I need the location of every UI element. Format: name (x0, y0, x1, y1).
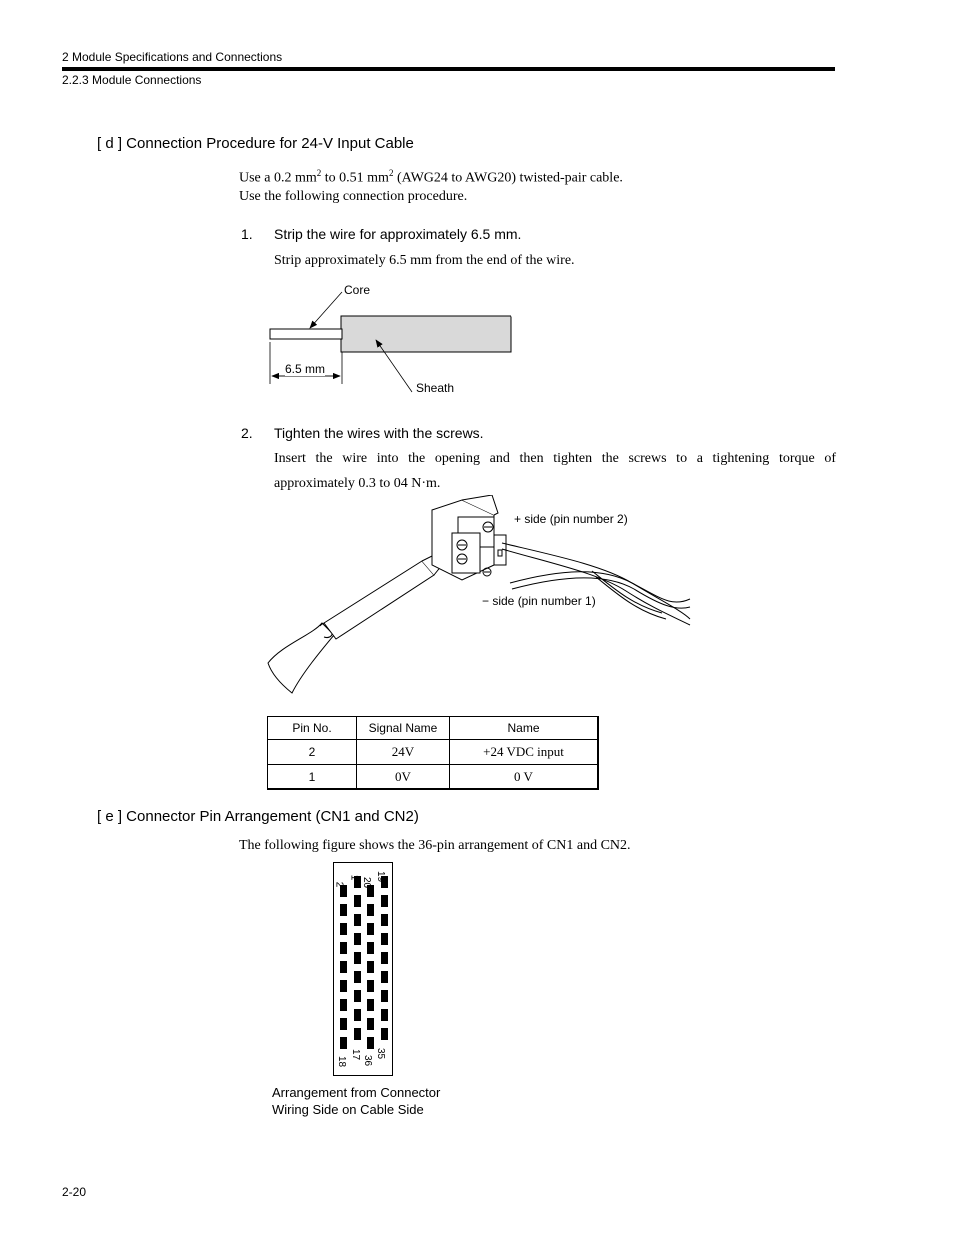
step1-title: Strip the wire for approximately 6.5 mm. (274, 226, 522, 242)
table-row (268, 765, 599, 790)
connector-pin (354, 1009, 361, 1021)
connector-pin (340, 961, 347, 973)
intro-part-c: (AWG24 to AWG20) twisted-pair cable. (393, 170, 623, 186)
minus-side-label: − side (pin number 1) (482, 594, 596, 608)
pin-grid (334, 863, 392, 1075)
connector-pin (367, 980, 374, 992)
section-d-title: [ d ] Connection Procedure for 24-V Input Cable (97, 135, 414, 152)
connector-pin (367, 961, 374, 973)
superscript-b: 2 (388, 168, 394, 178)
connector-pin (354, 990, 361, 1002)
connector-pin (381, 990, 388, 1002)
pin-cell: 1 (268, 765, 357, 790)
connector-pin (367, 1037, 374, 1049)
connector-pin (340, 942, 347, 954)
pin-label-2: 2 (333, 881, 345, 888)
connector-caption-line2: Wiring Side on Cable Side (272, 1102, 424, 1117)
connector-pin (340, 999, 347, 1011)
connector-pin (381, 914, 388, 926)
dimension-label: 6.5 mm (285, 362, 326, 376)
connector-pin (354, 914, 361, 926)
sheath-shape (341, 316, 511, 352)
core-label: Core (344, 283, 371, 297)
intro-part-b: to 0.51 mm (321, 170, 389, 186)
connector-pin (354, 971, 361, 983)
step2-text-line1: Insert the wire into the opening and then tighten the screws to a tightening torque of (274, 451, 836, 466)
connector-pin (354, 1028, 361, 1040)
connector-pin (367, 999, 374, 1011)
step2-title: Tighten the wires with the screws. (274, 425, 484, 441)
chapter-header: 2 Module Specifications and Connections (62, 50, 283, 64)
header-name: Name (450, 717, 599, 740)
intro-procedure-text: Use the following connection procedure. (239, 189, 468, 204)
connector-pin (340, 923, 347, 935)
step1-text: Strip approximately 6.5 mm from the end of the wire. (274, 253, 575, 268)
connector-pin (367, 942, 374, 954)
connector-pin (381, 1028, 388, 1040)
section-e-intro: The following figure shows the 36-pin arrangement of CN1 and CN2. (239, 838, 631, 853)
connector-pin (340, 980, 347, 992)
connector-pin (340, 1037, 347, 1049)
pin-table (267, 716, 599, 790)
wire-strip-figure (262, 280, 522, 400)
connector-pin (340, 904, 347, 916)
sheath-label: Sheath (416, 381, 455, 395)
connector-pin (381, 1009, 388, 1021)
connector-pin (340, 1018, 347, 1030)
page-number: 2-20 (62, 1185, 87, 1199)
signal-cell: 0V (357, 765, 450, 790)
step2-text-line2: approximately 0.3 to 04 N·m. (274, 476, 441, 491)
connector-pin (354, 952, 361, 964)
intro-part-a: Use a 0.2 mm (239, 170, 317, 186)
pin-label-1: 1 (348, 874, 360, 881)
connector-pin (381, 933, 388, 945)
name-cell: 0 V (450, 765, 599, 790)
core-shape (270, 329, 342, 339)
pin-label-20: 20 (361, 876, 373, 889)
header-pin-no: Pin No. (268, 717, 357, 740)
connector-pin (367, 1018, 374, 1030)
connector-pin (354, 933, 361, 945)
connector-pin (381, 952, 388, 964)
step2-number: 2. (241, 425, 253, 441)
name-cell: +24 VDC input (450, 740, 599, 765)
pin-label-36: 36 (362, 1054, 374, 1067)
pin-cell: 2 (268, 740, 357, 765)
table-row (268, 740, 599, 765)
section-header: 2.2.3 Module Connections (62, 73, 202, 87)
header-rule (62, 67, 835, 71)
connector-pin (367, 923, 374, 935)
connector-pin (354, 895, 361, 907)
connector-pin (381, 895, 388, 907)
step1-number: 1. (241, 226, 253, 242)
signal-cell: 24V (357, 740, 450, 765)
pin-label-19: 19 (375, 870, 387, 883)
pin-label-17: 17 (350, 1048, 362, 1061)
section-e-title: [ e ] Connector Pin Arrangement (CN1 and CN2) (97, 808, 419, 825)
pin-label-18: 18 (336, 1055, 348, 1068)
superscript-a: 2 (316, 168, 322, 178)
connector-pin (381, 971, 388, 983)
plus-side-label: + side (pin number 2) (514, 512, 628, 526)
pin-label-35: 35 (375, 1047, 387, 1060)
connector-outline (333, 862, 393, 1076)
connector-pin (367, 904, 374, 916)
connector-caption-line1: Arrangement from Connector (272, 1085, 441, 1100)
header-signal-name: Signal Name (357, 717, 450, 740)
intro-cable-text (239, 168, 623, 187)
pin-table-header-row (268, 717, 599, 740)
